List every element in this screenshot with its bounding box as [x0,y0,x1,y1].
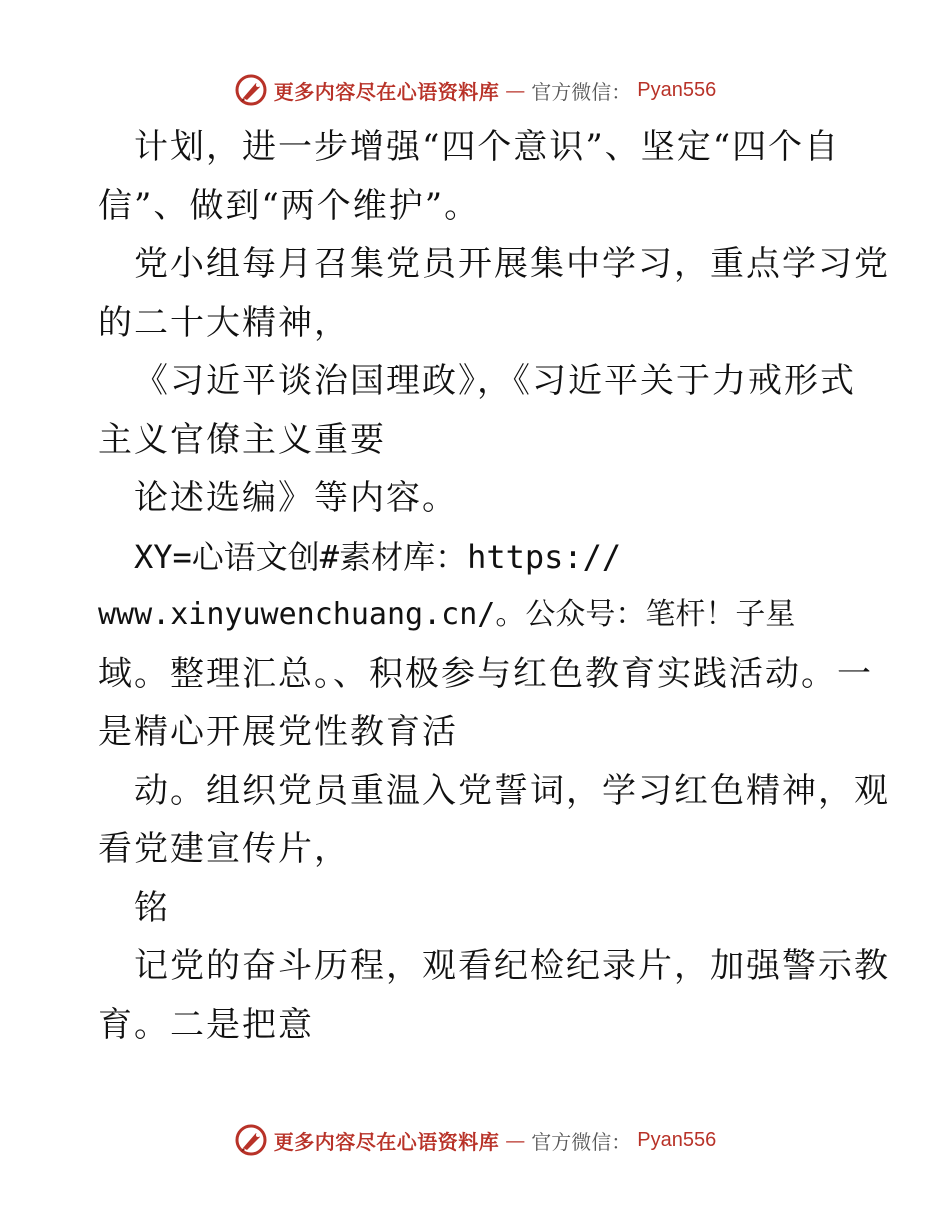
body-line: 计划，进一步增强“四个意识”、坚定“四个自 [134,127,841,167]
body-line: 域。整理汇总。、积极参与红色教育实践活动。一 [98,653,873,694]
pen-nib-logo-icon [234,1123,268,1157]
body-line: 主义官僚主义重要 [98,419,386,460]
pen-nib-logo-icon [234,73,268,107]
body-line: 《习近平谈治国理政》，《习近平关于力戒形式 [134,361,856,401]
footer-wechat-label: 官方微信： [531,1129,632,1154]
footer-banner [0,1120,950,1160]
body-line: 党小组每月召集党员开展集中学习，重点学习党 [134,244,890,284]
footer-banner-separator: — [505,1128,526,1152]
header-wechat-id: Pyan556 [637,78,717,101]
body-line: XY=心语文创#素材库：https:// [134,537,622,576]
body-line: 动。组织党员重温入党誓词，学习红色精神，观 [134,770,890,811]
body-line: 记党的奋斗历程，观看纪检纪录片，加强警示教 [134,946,890,986]
footer-wechat-id: Pyan556 [637,1128,717,1151]
body-line: 育。二是把意 [98,1004,314,1045]
body-line: www.xinyuwenchuang.cn/。公众号：笔杆！子星 [98,597,796,632]
header-banner-separator: — [505,78,526,102]
body-line: 论述选编》等内容。 [134,478,458,518]
body-line: 铭 [134,887,170,928]
document-body [98,118,890,1054]
header-wechat-label: 官方微信： [531,79,632,104]
header-banner [0,70,950,110]
body-line: 是精心开展党性教育活 [98,712,458,752]
footer-banner-text: 更多内容尽在心语资料库 [273,1129,500,1154]
body-line: 看党建宣传片， [98,829,350,869]
body-line: 信”、做到“两个维护”。 [98,185,481,226]
body-line: 的二十大精神， [98,302,350,343]
header-banner-text: 更多内容尽在心语资料库 [273,79,500,104]
